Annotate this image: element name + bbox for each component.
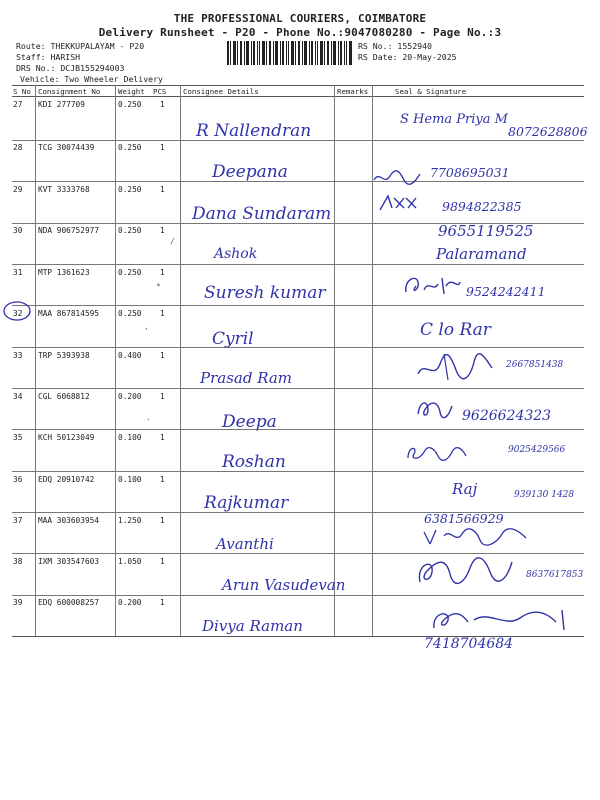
row-consignment-no: KCH 50123049 bbox=[38, 433, 95, 442]
row-consignment-no: IXM 303547603 bbox=[38, 557, 100, 566]
row-consignment-no: TCG 30074439 bbox=[38, 143, 95, 152]
row-sno: 28 bbox=[13, 143, 23, 152]
header-sno: S No bbox=[13, 87, 31, 96]
phone-handwritten: 8072628806 bbox=[508, 124, 588, 139]
phone-handwritten: 6381566929 bbox=[424, 511, 504, 526]
header-pcs: PCS bbox=[153, 87, 167, 96]
consignee-handwritten-name: Ashok bbox=[214, 246, 258, 262]
row-weight: 0.400 bbox=[118, 351, 142, 360]
header-remarks: Remarks bbox=[337, 87, 369, 96]
row-sno: 33 bbox=[13, 351, 23, 360]
stray-mark: , bbox=[144, 322, 149, 331]
row-sno: 30 bbox=[13, 226, 23, 235]
header-seal-signature: Seal & Signature bbox=[395, 87, 467, 96]
phone-handwritten: 9025429566 bbox=[508, 445, 566, 455]
row-pcs: 1 bbox=[160, 268, 165, 277]
row-sno: 35 bbox=[13, 433, 23, 442]
signature-scribble bbox=[428, 606, 588, 634]
row-weight: 0.100 bbox=[118, 433, 142, 442]
vehicle-label: Vehicle: Two Wheeler Delivery bbox=[20, 74, 163, 84]
runsheet-subtitle: Delivery Runsheet - P20 - Phone No.:9047080280 - Page No.:3 bbox=[98, 26, 502, 39]
row-pcs: 1 bbox=[160, 598, 165, 607]
row-weight: 0.250 bbox=[118, 100, 142, 109]
row-pcs: 1 bbox=[160, 392, 165, 401]
signature-scribble bbox=[414, 554, 524, 590]
row-sno: 39 bbox=[13, 598, 23, 607]
row-consignment-no: TRP 5393938 bbox=[38, 351, 90, 360]
phone-handwritten: 9524242411 bbox=[466, 284, 546, 299]
row-sno: 32 bbox=[13, 309, 23, 318]
row-pcs: 1 bbox=[160, 309, 165, 318]
row-sno: 31 bbox=[13, 268, 23, 277]
row-pcs: 1 bbox=[160, 185, 165, 194]
phone-handwritten: 9626624323 bbox=[462, 408, 552, 424]
row-consignment-no: EDQ 600008257 bbox=[38, 598, 100, 607]
consignee-handwritten-name: Arun Vasudevan bbox=[222, 576, 346, 594]
staff-label: Staff: HARISH bbox=[16, 52, 81, 62]
row-consignment-no: KDI 277709 bbox=[38, 100, 85, 109]
table-top-border bbox=[12, 85, 584, 86]
table-header-border bbox=[12, 96, 584, 97]
signature-handwritten: C lo Rar bbox=[420, 320, 491, 340]
row-weight: 1.050 bbox=[118, 557, 142, 566]
header-weight: Weight bbox=[118, 87, 145, 96]
consignee-handwritten-name: Deepa bbox=[222, 412, 277, 432]
row-pcs: 1 bbox=[160, 100, 165, 109]
signature-scribble bbox=[420, 526, 530, 548]
barcode bbox=[227, 41, 352, 65]
row-pcs: 1 bbox=[160, 351, 165, 360]
row-divider bbox=[12, 305, 584, 306]
row-divider bbox=[12, 595, 584, 596]
rs-date: RS Date: 20-May-2025 bbox=[358, 52, 457, 62]
row-weight: 0.250 bbox=[118, 268, 142, 277]
header-consignee: Consignee Details bbox=[183, 87, 259, 96]
phone-handwritten: 2667851438 bbox=[506, 360, 564, 370]
row-consignment-no: EDQ 20910742 bbox=[38, 475, 95, 484]
stray-mark: / bbox=[170, 237, 175, 246]
row-divider bbox=[12, 181, 584, 182]
consignee-handwritten-name: Divya Raman bbox=[202, 617, 303, 635]
row-weight: 1.250 bbox=[118, 516, 142, 525]
signature-scribble bbox=[414, 350, 494, 384]
row-pcs: 1 bbox=[160, 516, 165, 525]
signature-scribble bbox=[376, 192, 426, 214]
row-sno: 37 bbox=[13, 516, 23, 525]
signature-handwritten: Raj bbox=[452, 480, 478, 498]
row-divider bbox=[12, 347, 584, 348]
stray-mark: * bbox=[156, 282, 161, 291]
stray-mark: · bbox=[146, 415, 151, 424]
row-pcs: 1 bbox=[160, 433, 165, 442]
signature-handwritten: Palaramand bbox=[436, 245, 527, 263]
phone-handwritten: 7708695031 bbox=[430, 165, 510, 180]
row-weight: 0.250 bbox=[118, 226, 142, 235]
row-sno: 38 bbox=[13, 557, 23, 566]
row-consignment-no: MTP 1361623 bbox=[38, 268, 90, 277]
rs-number: RS No.: 1552940 bbox=[358, 41, 432, 51]
row-pcs: 1 bbox=[160, 475, 165, 484]
row-pcs: 1 bbox=[160, 226, 165, 235]
consignee-handwritten-name: Dana Sundaram bbox=[192, 204, 332, 224]
row-sno: 29 bbox=[13, 185, 23, 194]
row-consignment-no: CGL 6068812 bbox=[38, 392, 90, 401]
consignee-handwritten-name: Roshan bbox=[222, 452, 286, 472]
row-weight: 0.100 bbox=[118, 475, 142, 484]
company-title: THE PROFESSIONAL COURIERS, COIMBATORE bbox=[173, 12, 427, 25]
phone-handwritten: 9655119525 bbox=[438, 222, 534, 240]
signature-scribble bbox=[372, 168, 422, 188]
phone-handwritten: 8637617853 bbox=[526, 570, 584, 580]
header-consignment: Consignment No bbox=[38, 87, 101, 96]
row-consignment-no: MAA 867814595 bbox=[38, 309, 100, 318]
consignee-handwritten-name: Deepana bbox=[212, 162, 288, 182]
row-pcs: 1 bbox=[160, 143, 165, 152]
row-sno: 27 bbox=[13, 100, 23, 109]
consignee-handwritten-name: Rajkumar bbox=[204, 493, 289, 513]
phone-handwritten: 939130 1428 bbox=[514, 490, 575, 500]
drs-number: DRS No.: DCJB155294003 bbox=[16, 63, 125, 73]
route-label: Route: THEKKUPALAYAM - P20 bbox=[16, 41, 145, 51]
row-divider bbox=[12, 471, 584, 472]
consignee-handwritten-name: Avanthi bbox=[216, 535, 274, 553]
row-consignment-no: MAA 303603954 bbox=[38, 516, 100, 525]
row-weight: 0.250 bbox=[118, 185, 142, 194]
phone-handwritten: 9894822385 bbox=[442, 199, 522, 214]
row-weight: 0.250 bbox=[118, 309, 142, 318]
row-divider bbox=[12, 429, 584, 430]
phone-handwritten: 7418704684 bbox=[424, 636, 514, 652]
row-divider bbox=[12, 388, 584, 389]
signature-scribble bbox=[402, 272, 462, 298]
row-weight: 0.250 bbox=[118, 143, 142, 152]
row-consignment-no: NDA 906752977 bbox=[38, 226, 100, 235]
row-pcs: 1 bbox=[160, 557, 165, 566]
row-weight: 0.200 bbox=[118, 392, 142, 401]
row-divider bbox=[12, 264, 584, 265]
row-sno: 34 bbox=[13, 392, 23, 401]
row-sno: 36 bbox=[13, 475, 23, 484]
consignee-handwritten-name: Suresh kumar bbox=[204, 283, 326, 303]
row-consignment-no: KVT 3333768 bbox=[38, 185, 90, 194]
signature-scribble bbox=[414, 396, 454, 420]
consignee-handwritten-name: Cyril bbox=[212, 329, 254, 349]
signature-scribble bbox=[404, 442, 468, 464]
row-weight: 0.200 bbox=[118, 598, 142, 607]
consignee-handwritten-name: R Nallendran bbox=[196, 121, 312, 141]
consignee-handwritten-name: Prasad Ram bbox=[200, 369, 293, 387]
signature-handwritten: S Hema Priya M bbox=[400, 112, 508, 127]
